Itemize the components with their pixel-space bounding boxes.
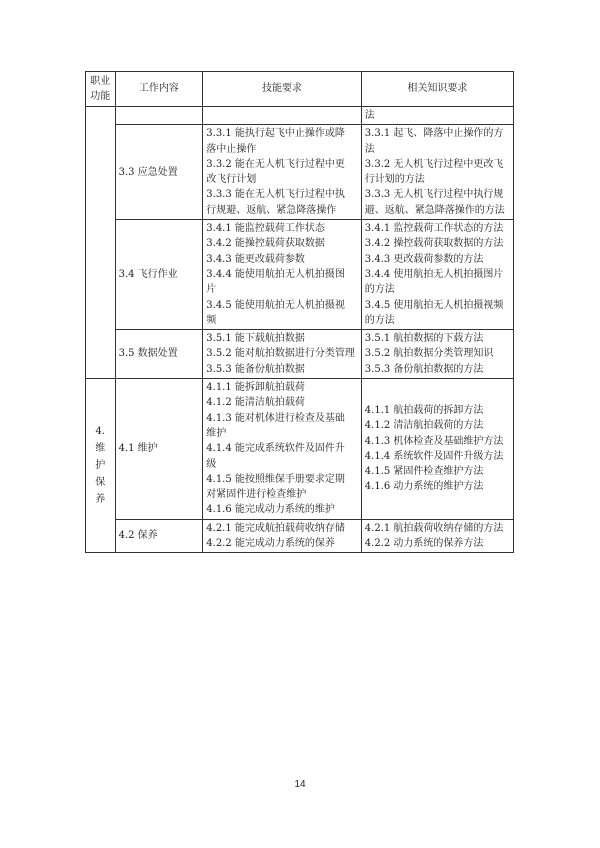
continuation-skill-cell <box>203 107 362 125</box>
skill-line: 3.5.2 能对航拍数据进行分类管理 <box>206 348 355 360</box>
skill-line: 3.5.3 能备份航拍数据 <box>206 363 305 375</box>
work-content-cell: 3.4 飞行作业 <box>115 220 203 330</box>
func-4-cell <box>86 379 116 553</box>
knowledge-line: 3.4.2 操控载荷获取数据的方法 <box>364 238 504 250</box>
skill-line: 3.3.2 能在无人机飞行过程中更 <box>206 158 345 170</box>
knowledge-line: 3.4.1 监控载荷工作状态的方法 <box>364 223 504 235</box>
func-3-cell <box>86 107 116 379</box>
skill-cell <box>203 330 362 379</box>
header-func-line: 职业 <box>90 75 111 87</box>
skill-line: 级 <box>206 458 217 470</box>
knowledge-line: 4.1.5 紧固件检查维护方法 <box>364 466 484 478</box>
knowledge-line: 4.1.6 动力系统的维护方法 <box>364 481 484 493</box>
func-4-char: 维 <box>95 443 106 455</box>
knowledge-line: 法 <box>364 143 375 155</box>
knowledge-line: 3.5.3 备份航拍数据的方法 <box>364 363 484 375</box>
knowledge-line: 3.4.5 使用航拍无人机拍摄视频 <box>364 299 504 311</box>
knowledge-line: 3.3.1 起飞、降落中止操作的方 <box>364 128 504 140</box>
skill-cell <box>203 220 362 330</box>
header-work: 工作内容 <box>115 72 203 107</box>
table-body <box>86 107 514 553</box>
work-content-cell: 3.5 数据处置 <box>115 330 203 379</box>
knowledge-cell <box>361 379 513 520</box>
skill-line: 3.5.1 能下载航拍数据 <box>206 333 305 345</box>
knowledge-line: 3.4.4 使用航拍无人机拍摄图片 <box>364 268 504 280</box>
continuation-work-cell <box>115 107 203 125</box>
skill-line: 4.1.5 能按照维保手册要求定期 <box>206 473 345 485</box>
skill-line: 维护 <box>206 427 227 439</box>
skill-line: 改飞行计划 <box>206 174 257 186</box>
table-row <box>86 330 514 379</box>
table-row <box>86 379 514 520</box>
knowledge-cell <box>361 125 513 220</box>
knowledge-line: 3.3.3 无人机飞行过程中执行规 <box>364 189 504 201</box>
skill-line: 片 <box>206 284 217 296</box>
skill-line: 频 <box>206 314 217 326</box>
header-func-line: 功能 <box>90 91 111 102</box>
knowledge-line: 避、返航、紧急降落操作的方法 <box>364 204 505 216</box>
requirements-table <box>85 71 514 553</box>
func-4-char: 养 <box>95 494 106 506</box>
header-knowledge: 相关知识要求 <box>361 72 513 107</box>
knowledge-line: 4.2.2 动力系统的保养方法 <box>364 538 484 550</box>
skill-cell <box>203 519 362 553</box>
knowledge-line: 3.5.1 航拍数据的下载方法 <box>364 333 484 345</box>
knowledge-cell <box>361 330 513 379</box>
table-row <box>86 125 514 220</box>
knowledge-line: 4.1.1 航拍载荷的拆卸方法 <box>364 404 484 416</box>
header-func <box>86 72 116 107</box>
table-row <box>86 519 514 553</box>
table-header-row <box>86 72 514 107</box>
func-4-char: 护 <box>95 460 106 472</box>
knowledge-cell <box>361 519 513 553</box>
work-content-cell: 3.3 应急处置 <box>115 125 203 220</box>
header-skill: 技能要求 <box>203 72 362 107</box>
work-content-cell: 4.2 保养 <box>115 519 203 553</box>
knowledge-line: 4.1.4 系统软件及固件升级方法 <box>364 450 504 462</box>
page-number: 14 <box>294 779 306 790</box>
skill-line: 3.4.5 能使用航拍无人机拍摄视 <box>206 299 345 311</box>
knowledge-line: 3.4.3 更改载荷参数的方法 <box>364 253 484 265</box>
skill-line: 3.4.2 能操控载荷获取数据 <box>206 238 325 250</box>
knowledge-line: 3.5.2 航拍数据分类管理知识 <box>364 348 494 360</box>
skill-line: 3.3.3 能在无人机飞行过程中执 <box>206 189 345 201</box>
skill-line: 4.1.6 能完成动力系统的维护 <box>206 504 335 516</box>
knowledge-line: 行计划的方法 <box>364 174 425 186</box>
skill-line: 4.1.1 能拆卸航拍载荷 <box>206 382 305 394</box>
skill-line: 3.4.3 能更改载荷参数 <box>206 253 305 265</box>
skill-line: 4.1.4 能完成系统软件及固件升 <box>206 443 345 455</box>
skill-line: 3.3.1 能执行起飞中止操作或降 <box>206 128 345 140</box>
func-4-char: 保 <box>95 477 106 489</box>
knowledge-line: 4.2.1 航拍载荷收纳存储的方法 <box>364 522 504 534</box>
skill-line: 对紧固件进行检查维护 <box>206 489 307 501</box>
knowledge-line: 的方法 <box>364 284 395 296</box>
table-row <box>86 220 514 330</box>
skill-line: 4.2.2 能完成动力系统的保养 <box>206 538 335 550</box>
skill-cell <box>203 379 362 520</box>
knowledge-line: 3.3.2 无人机飞行过程中更改飞 <box>364 158 504 170</box>
skill-line: 4.1.3 能对机体进行检查及基础 <box>206 412 345 424</box>
skill-line: 行规避、返航、紧急降落操作 <box>206 204 337 216</box>
continuation-row <box>86 107 514 125</box>
work-content-cell: 4.1 维护 <box>115 379 203 520</box>
knowledge-line: 4.1.2 清洁航拍载荷的方法 <box>364 420 484 432</box>
skill-line: 4.1.2 能清洁航拍载荷 <box>206 397 305 409</box>
knowledge-line: 4.1.3 机体检查及基础维护方法 <box>364 435 504 447</box>
skill-cell <box>203 125 362 220</box>
continuation-knowledge-cell: 法 <box>361 107 513 125</box>
knowledge-cell <box>361 220 513 330</box>
skill-line: 落中止操作 <box>206 143 257 155</box>
func-4-char: 4. <box>95 426 106 438</box>
knowledge-line: 的方法 <box>364 314 395 326</box>
skill-line: 3.4.4 能使用航拍无人机拍摄图 <box>206 268 345 280</box>
skill-line: 3.4.1 能监控载荷工作状态 <box>206 223 325 235</box>
skill-line: 4.2.1 能完成航拍载荷收纳存储 <box>206 522 345 534</box>
